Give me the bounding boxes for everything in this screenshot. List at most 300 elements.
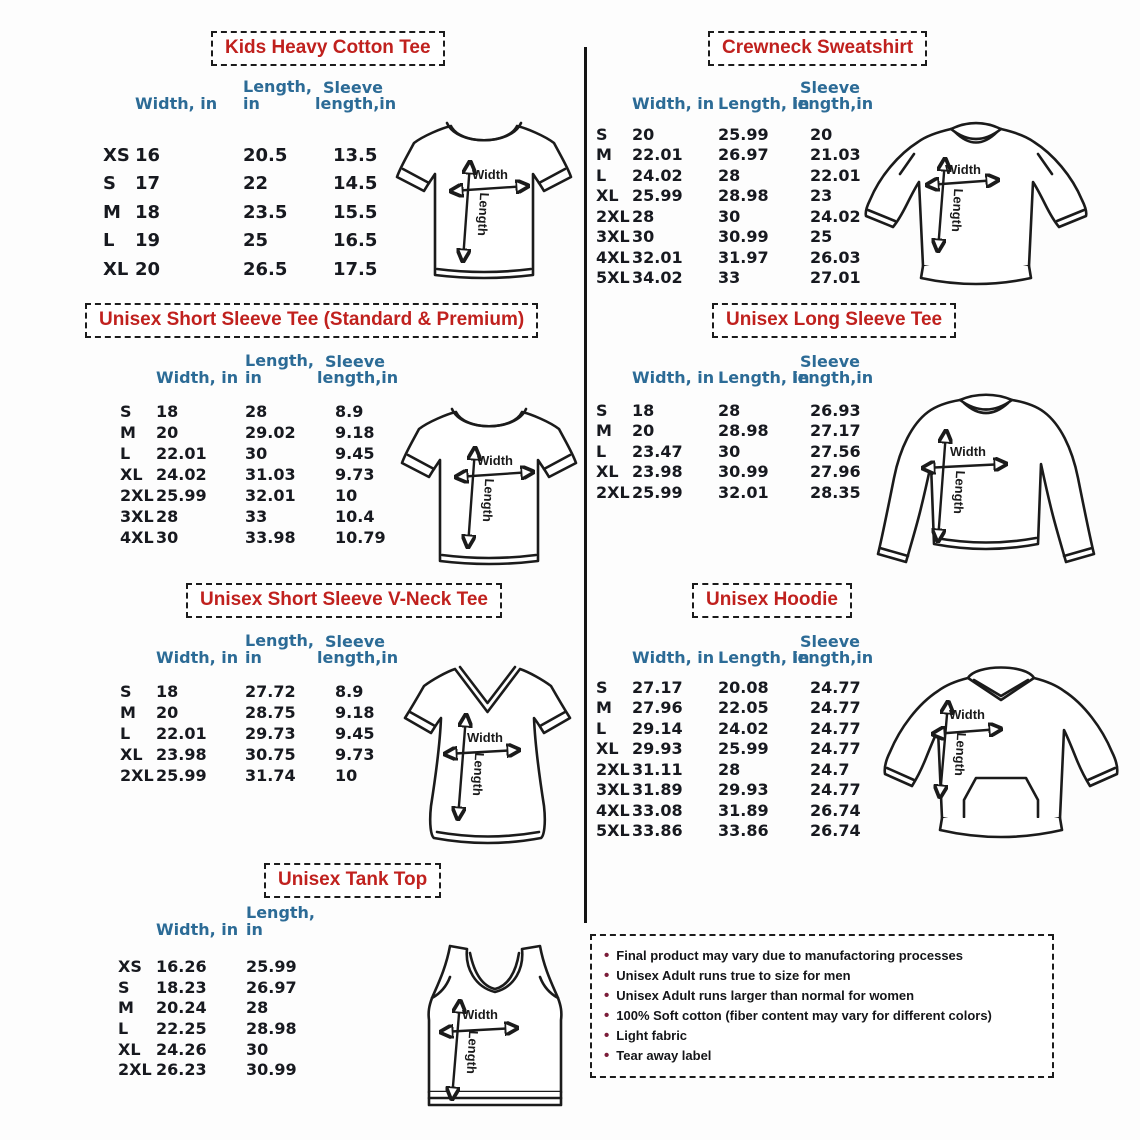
note-text: 100% Soft cotton (fiber content may vary for different colors)	[616, 1008, 992, 1023]
bullet-icon: •	[604, 1007, 610, 1024]
cell-sleeve: 23	[810, 186, 833, 206]
cell-length: 26.5	[243, 258, 288, 280]
cell-sleeve: 27.96	[810, 462, 861, 482]
cell-size: 2XL	[596, 206, 630, 226]
cell-size: XS	[118, 956, 142, 976]
cell-size: XL	[103, 258, 129, 280]
header-sleeve	[315, 78, 397, 113]
cell-width: 18.23	[156, 977, 207, 997]
header-width: Width, in	[632, 648, 715, 667]
size-row	[118, 956, 336, 977]
size-row	[596, 247, 861, 268]
cell-width: 20	[156, 423, 179, 442]
header-length: Length, in	[245, 631, 315, 667]
size-row	[596, 800, 861, 821]
cell-width: 18	[156, 682, 179, 701]
cell-sleeve: 27.01	[810, 268, 861, 288]
cell-length: 28.75	[245, 703, 296, 722]
section-title: Crewneck Sweatshirt	[708, 31, 927, 66]
size-rows	[596, 400, 861, 503]
size-row	[120, 485, 386, 506]
note-text: Tear away label	[616, 1048, 712, 1063]
size-row	[120, 681, 374, 702]
size-row	[103, 227, 377, 256]
cell-length: 20.5	[243, 144, 288, 166]
size-row	[120, 443, 386, 464]
size-row	[120, 723, 374, 744]
cell-length: 31.97	[718, 247, 769, 267]
cell-length: 33	[718, 268, 741, 288]
bullet-icon: •	[604, 987, 610, 1004]
cell-sleeve: 9.73	[335, 465, 375, 484]
cell-width: 25.99	[156, 766, 207, 785]
long-sleeve-illustration	[860, 388, 1114, 580]
cell-sleeve: 26.74	[810, 800, 861, 820]
cell-sleeve: 9.45	[335, 444, 375, 463]
cell-size: L	[120, 444, 131, 463]
length-label: Length	[950, 470, 969, 515]
header-sleeve-line1: Sleeve	[800, 78, 860, 97]
cell-width: 30	[156, 528, 179, 547]
cell-length: 28	[246, 998, 269, 1018]
header-sleeve	[792, 352, 874, 387]
size-row	[103, 198, 377, 227]
cell-size: L	[118, 1018, 129, 1038]
note-item	[604, 966, 1040, 986]
cell-width: 29.93	[632, 739, 683, 759]
cell-length: 25.99	[718, 739, 769, 759]
cell-size: XL	[120, 465, 143, 484]
cell-length: 30	[246, 1039, 269, 1059]
section-vneck	[85, 580, 577, 850]
size-rows	[120, 681, 374, 786]
cell-size: 5XL	[596, 268, 630, 288]
header-sleeve-line1: Sleeve	[323, 78, 383, 97]
header-sleeve-line1: Sleeve	[800, 352, 860, 371]
cell-sleeve: 9.18	[335, 703, 375, 722]
cell-size: S	[120, 682, 132, 701]
cell-sleeve: 25	[810, 227, 833, 247]
size-table-header	[596, 78, 874, 113]
cell-size: 3XL	[596, 227, 630, 247]
cell-length: 28	[245, 402, 268, 421]
width-label: Width	[462, 1007, 498, 1022]
header-length: Length, in	[718, 648, 810, 667]
section-title: Kids Heavy Cotton Tee	[211, 31, 445, 66]
cell-width: 23.98	[632, 462, 683, 482]
section-title: Unisex Long Sleeve Tee	[712, 303, 956, 338]
size-row	[596, 780, 861, 801]
cell-length: 33.98	[245, 528, 296, 547]
note-text: Light fabric	[616, 1028, 688, 1043]
cell-length: 28	[718, 759, 741, 779]
cell-sleeve: 15.5	[333, 201, 378, 223]
cell-sleeve: 26.03	[810, 247, 861, 267]
length-label: Length	[948, 188, 967, 233]
cell-size: XS	[103, 144, 130, 166]
cell-width: 27.96	[632, 698, 683, 718]
cell-length: 28	[718, 165, 741, 185]
cell-size: S	[103, 173, 116, 195]
size-row	[596, 677, 861, 698]
header-sleeve-line1: Sleeve	[325, 352, 385, 371]
cell-width: 24.26	[156, 1039, 207, 1059]
size-row	[596, 482, 861, 503]
cell-length: 26.97	[246, 977, 297, 997]
size-row	[596, 441, 861, 462]
cell-size: S	[118, 977, 130, 997]
size-row	[120, 506, 386, 527]
cell-size: 4XL	[596, 800, 630, 820]
width-label: Width	[472, 167, 508, 182]
cell-width: 22.01	[156, 724, 207, 743]
cell-size: 2XL	[596, 759, 630, 779]
size-row	[596, 186, 861, 207]
size-row	[103, 170, 377, 199]
cell-sleeve: 9.45	[335, 724, 375, 743]
length-label: Length	[951, 732, 970, 777]
header-sleeve-line2: length,in	[792, 648, 874, 667]
cell-size: M	[596, 421, 612, 441]
size-row	[120, 527, 386, 548]
bullet-icon: •	[604, 967, 610, 984]
cell-size: XL	[120, 745, 143, 764]
size-table-header	[596, 352, 874, 387]
cell-width: 29.14	[632, 718, 683, 738]
cell-length: 30	[718, 441, 741, 461]
size-row	[596, 421, 861, 442]
cell-size: 2XL	[120, 486, 154, 505]
section-long-sleeve	[590, 300, 1116, 582]
header-width: Width, in	[156, 648, 239, 667]
cell-length: 28.98	[246, 1018, 297, 1038]
cell-length: 30	[718, 206, 741, 226]
cell-sleeve: 10	[335, 766, 358, 785]
cell-width: 18	[156, 402, 179, 421]
cell-size: S	[596, 400, 608, 420]
cell-length: 29.02	[245, 423, 296, 442]
cell-width: 17	[135, 173, 161, 195]
cell-size: 3XL	[120, 507, 154, 526]
cell-length: 25.99	[246, 956, 297, 976]
cell-width: 31.11	[632, 759, 683, 779]
header-length: Length, in	[246, 903, 316, 939]
cell-length: 23.5	[243, 201, 288, 223]
cell-sleeve: 22.01	[810, 165, 861, 185]
tee-illustration	[393, 110, 575, 290]
cell-size: XL	[596, 462, 619, 482]
size-table-header	[596, 632, 874, 667]
cell-size: XL	[118, 1039, 141, 1059]
size-rows	[596, 124, 861, 288]
hoodie-illustration	[876, 656, 1126, 858]
cell-size: 4XL	[596, 247, 630, 267]
cell-width: 27.17	[632, 677, 683, 697]
header-sleeve	[317, 632, 399, 667]
header-sleeve-line1: Sleeve	[325, 632, 385, 651]
cell-sleeve: 24.77	[810, 739, 861, 759]
length-label: Length	[479, 478, 498, 523]
cell-sleeve: 24.77	[810, 677, 861, 697]
cell-length: 28	[718, 400, 741, 420]
size-row	[120, 744, 374, 765]
header-sleeve-line1: Sleeve	[800, 632, 860, 651]
size-row	[596, 165, 861, 186]
size-rows	[103, 141, 377, 284]
tank-illustration	[416, 940, 574, 1122]
section-hoodie	[590, 580, 1130, 860]
size-rows	[120, 401, 386, 548]
size-row	[120, 702, 374, 723]
note-text: Unisex Adult runs larger than normal for women	[616, 988, 915, 1003]
cell-size: XL	[596, 739, 619, 759]
note-item	[604, 946, 1040, 966]
cell-sleeve: 27.17	[810, 421, 861, 441]
cell-length: 29.73	[245, 724, 296, 743]
cell-size: M	[596, 145, 612, 165]
header-sleeve	[792, 632, 874, 667]
size-row	[596, 821, 861, 842]
cell-length: 32.01	[718, 482, 769, 502]
size-rows	[118, 956, 336, 1080]
cell-length: 33.86	[718, 821, 769, 841]
size-row	[118, 1018, 336, 1039]
size-row	[596, 145, 861, 166]
header-width: Width, in	[135, 94, 218, 113]
section-tank-top	[85, 860, 577, 1124]
length-label: Length	[469, 752, 488, 797]
size-row	[596, 698, 861, 719]
note-text: Final product may vary due to manufactoring processes	[616, 948, 964, 963]
cell-width: 25.99	[156, 486, 207, 505]
cell-width: 20	[156, 703, 179, 722]
size-table-header	[120, 631, 399, 667]
cell-length: 31.03	[245, 465, 296, 484]
header-sleeve	[317, 352, 399, 387]
cell-width: 33.08	[632, 800, 683, 820]
cell-size: L	[596, 441, 607, 461]
cell-width: 32.01	[632, 247, 683, 267]
section-title: Unisex Short Sleeve V-Neck Tee	[186, 583, 502, 618]
cell-size: M	[120, 423, 136, 442]
cell-length: 25	[243, 230, 269, 252]
cell-length: 31.89	[718, 800, 769, 820]
cell-sleeve: 8.9	[335, 682, 364, 701]
cell-length: 32.01	[245, 486, 296, 505]
cell-length: 33	[245, 507, 268, 526]
size-row	[120, 765, 374, 786]
header-width: Width, in	[632, 368, 715, 387]
bullet-icon: •	[604, 1047, 610, 1064]
notes-list	[604, 946, 1040, 1066]
size-table-header	[103, 77, 397, 113]
length-label: Length	[463, 1030, 482, 1075]
cell-sleeve: 26.93	[810, 400, 861, 420]
garment-outline	[878, 395, 1094, 562]
width-label: Width	[945, 162, 981, 177]
size-row	[596, 400, 861, 421]
size-row	[596, 124, 861, 145]
cell-size: S	[596, 677, 608, 697]
width-label: Width	[949, 707, 985, 722]
bullet-icon: •	[604, 1027, 610, 1044]
cell-width: 30	[632, 227, 655, 247]
size-row	[596, 206, 861, 227]
size-row	[596, 268, 861, 289]
size-row	[596, 759, 861, 780]
header-length: Length, in	[718, 368, 810, 387]
header-width: Width, in	[632, 94, 715, 113]
cell-sleeve: 24.7	[810, 759, 850, 779]
header-width: Width, in	[156, 920, 239, 939]
cell-size: 2XL	[120, 766, 154, 785]
section-title: Unisex Hoodie	[692, 583, 852, 618]
cell-length: 25.99	[718, 124, 769, 144]
cell-sleeve: 27.56	[810, 441, 861, 461]
cell-sleeve: 10	[335, 486, 358, 505]
section-unisex-tee	[85, 300, 583, 578]
bullet-icon: •	[604, 947, 610, 964]
cell-width: 16	[135, 144, 161, 166]
size-row	[103, 255, 377, 284]
cell-length: 30.99	[246, 1060, 297, 1080]
cell-width: 33.86	[632, 821, 683, 841]
cell-length: 26.97	[718, 145, 769, 165]
cell-length: 30.99	[718, 227, 769, 247]
cell-length: 30.75	[245, 745, 296, 764]
cell-sleeve: 24.77	[810, 698, 861, 718]
size-row	[596, 739, 861, 760]
size-row	[120, 401, 386, 422]
vneck-illustration	[400, 656, 575, 848]
cell-size: L	[103, 230, 115, 252]
cell-width: 25.99	[632, 482, 683, 502]
size-table-header	[118, 904, 336, 938]
cell-size: M	[103, 201, 121, 223]
cell-length: 31.74	[245, 766, 296, 785]
garment-outline	[429, 946, 562, 1105]
cell-length: 30.99	[718, 462, 769, 482]
width-label: Width	[477, 453, 513, 468]
size-row	[596, 227, 861, 248]
cell-width: 31.89	[632, 780, 683, 800]
section-title: Unisex Short Sleeve Tee (Standard & Premium)	[85, 303, 538, 338]
cell-width: 18	[135, 201, 161, 223]
cell-size: XL	[596, 186, 619, 206]
size-row	[120, 464, 386, 485]
garment-outline	[885, 668, 1118, 838]
header-length: Length, in	[245, 351, 315, 387]
width-label: Width	[950, 444, 986, 459]
cell-sleeve: 14.5	[333, 173, 378, 195]
cell-size: S	[120, 402, 132, 421]
header-length: Length, in	[243, 77, 313, 113]
cell-length: 27.72	[245, 682, 296, 701]
cell-width: 20	[632, 124, 655, 144]
cell-width: 22.01	[156, 444, 207, 463]
cell-length: 29.93	[718, 780, 769, 800]
cell-sleeve: 24.77	[810, 780, 861, 800]
notes-box	[590, 934, 1054, 1078]
size-row	[103, 141, 377, 170]
size-row	[118, 997, 336, 1018]
note-item	[604, 1046, 1040, 1066]
cell-sleeve: 8.9	[335, 402, 364, 421]
cell-width: 18	[632, 400, 655, 420]
cell-size: 5XL	[596, 821, 630, 841]
tee-illustration	[398, 396, 580, 576]
cell-width: 26.23	[156, 1060, 207, 1080]
cell-width: 16.26	[156, 956, 207, 976]
cell-width: 25.99	[632, 186, 683, 206]
section-kids-tee	[85, 28, 585, 298]
cell-size: L	[596, 718, 607, 738]
cell-sleeve: 16.5	[333, 230, 378, 252]
cell-size: L	[120, 724, 131, 743]
section-title: Unisex Tank Top	[264, 863, 441, 898]
cell-sleeve: 24.77	[810, 718, 861, 738]
note-item	[604, 1026, 1040, 1046]
cell-sleeve: 10.79	[335, 528, 386, 547]
section-crewneck	[590, 28, 1100, 308]
cell-size: 2XL	[596, 482, 630, 502]
header-sleeve	[792, 78, 874, 113]
cell-size: 4XL	[120, 528, 154, 547]
cell-sleeve: 13.5	[333, 144, 378, 166]
size-table-header	[120, 351, 399, 387]
cell-width: 22.25	[156, 1018, 207, 1038]
size-row	[118, 1039, 336, 1060]
cell-width: 23.98	[156, 745, 207, 764]
cell-width: 23.47	[632, 441, 683, 461]
note-item	[604, 986, 1040, 1006]
cell-width: 20	[135, 258, 161, 280]
cell-width: 19	[135, 230, 161, 252]
garment-outline	[866, 123, 1087, 284]
note-item	[604, 1006, 1040, 1026]
cell-width: 28	[632, 206, 655, 226]
cell-width: 20.24	[156, 998, 207, 1018]
cell-size: M	[596, 698, 612, 718]
header-length: Length, in	[718, 94, 810, 113]
cell-width: 28	[156, 507, 179, 526]
header-sleeve-line2: length,in	[317, 368, 399, 387]
cell-size: 2XL	[118, 1060, 152, 1080]
size-rows	[596, 677, 861, 841]
header-width: Width, in	[156, 368, 239, 387]
cell-sleeve: 17.5	[333, 258, 378, 280]
cell-width: 24.02	[632, 165, 683, 185]
sweatshirt-illustration	[856, 118, 1096, 306]
length-label: Length	[474, 192, 493, 237]
size-row	[596, 718, 861, 739]
cell-length: 28.98	[718, 186, 769, 206]
cell-length: 20.08	[718, 677, 769, 697]
cell-width: 34.02	[632, 268, 683, 288]
cell-length: 24.02	[718, 718, 769, 738]
cell-sleeve: 26.74	[810, 821, 861, 841]
header-sleeve-line2: length,in	[315, 94, 397, 113]
size-row	[118, 977, 336, 998]
cell-sleeve: 28.35	[810, 482, 861, 502]
header-sleeve-line2: length,in	[317, 648, 399, 667]
cell-width: 22.01	[632, 145, 683, 165]
note-text: Unisex Adult runs true to size for men	[616, 968, 851, 983]
cell-length: 30	[245, 444, 268, 463]
cell-sleeve: 20	[810, 124, 833, 144]
size-row	[120, 422, 386, 443]
cell-size: M	[120, 703, 136, 722]
